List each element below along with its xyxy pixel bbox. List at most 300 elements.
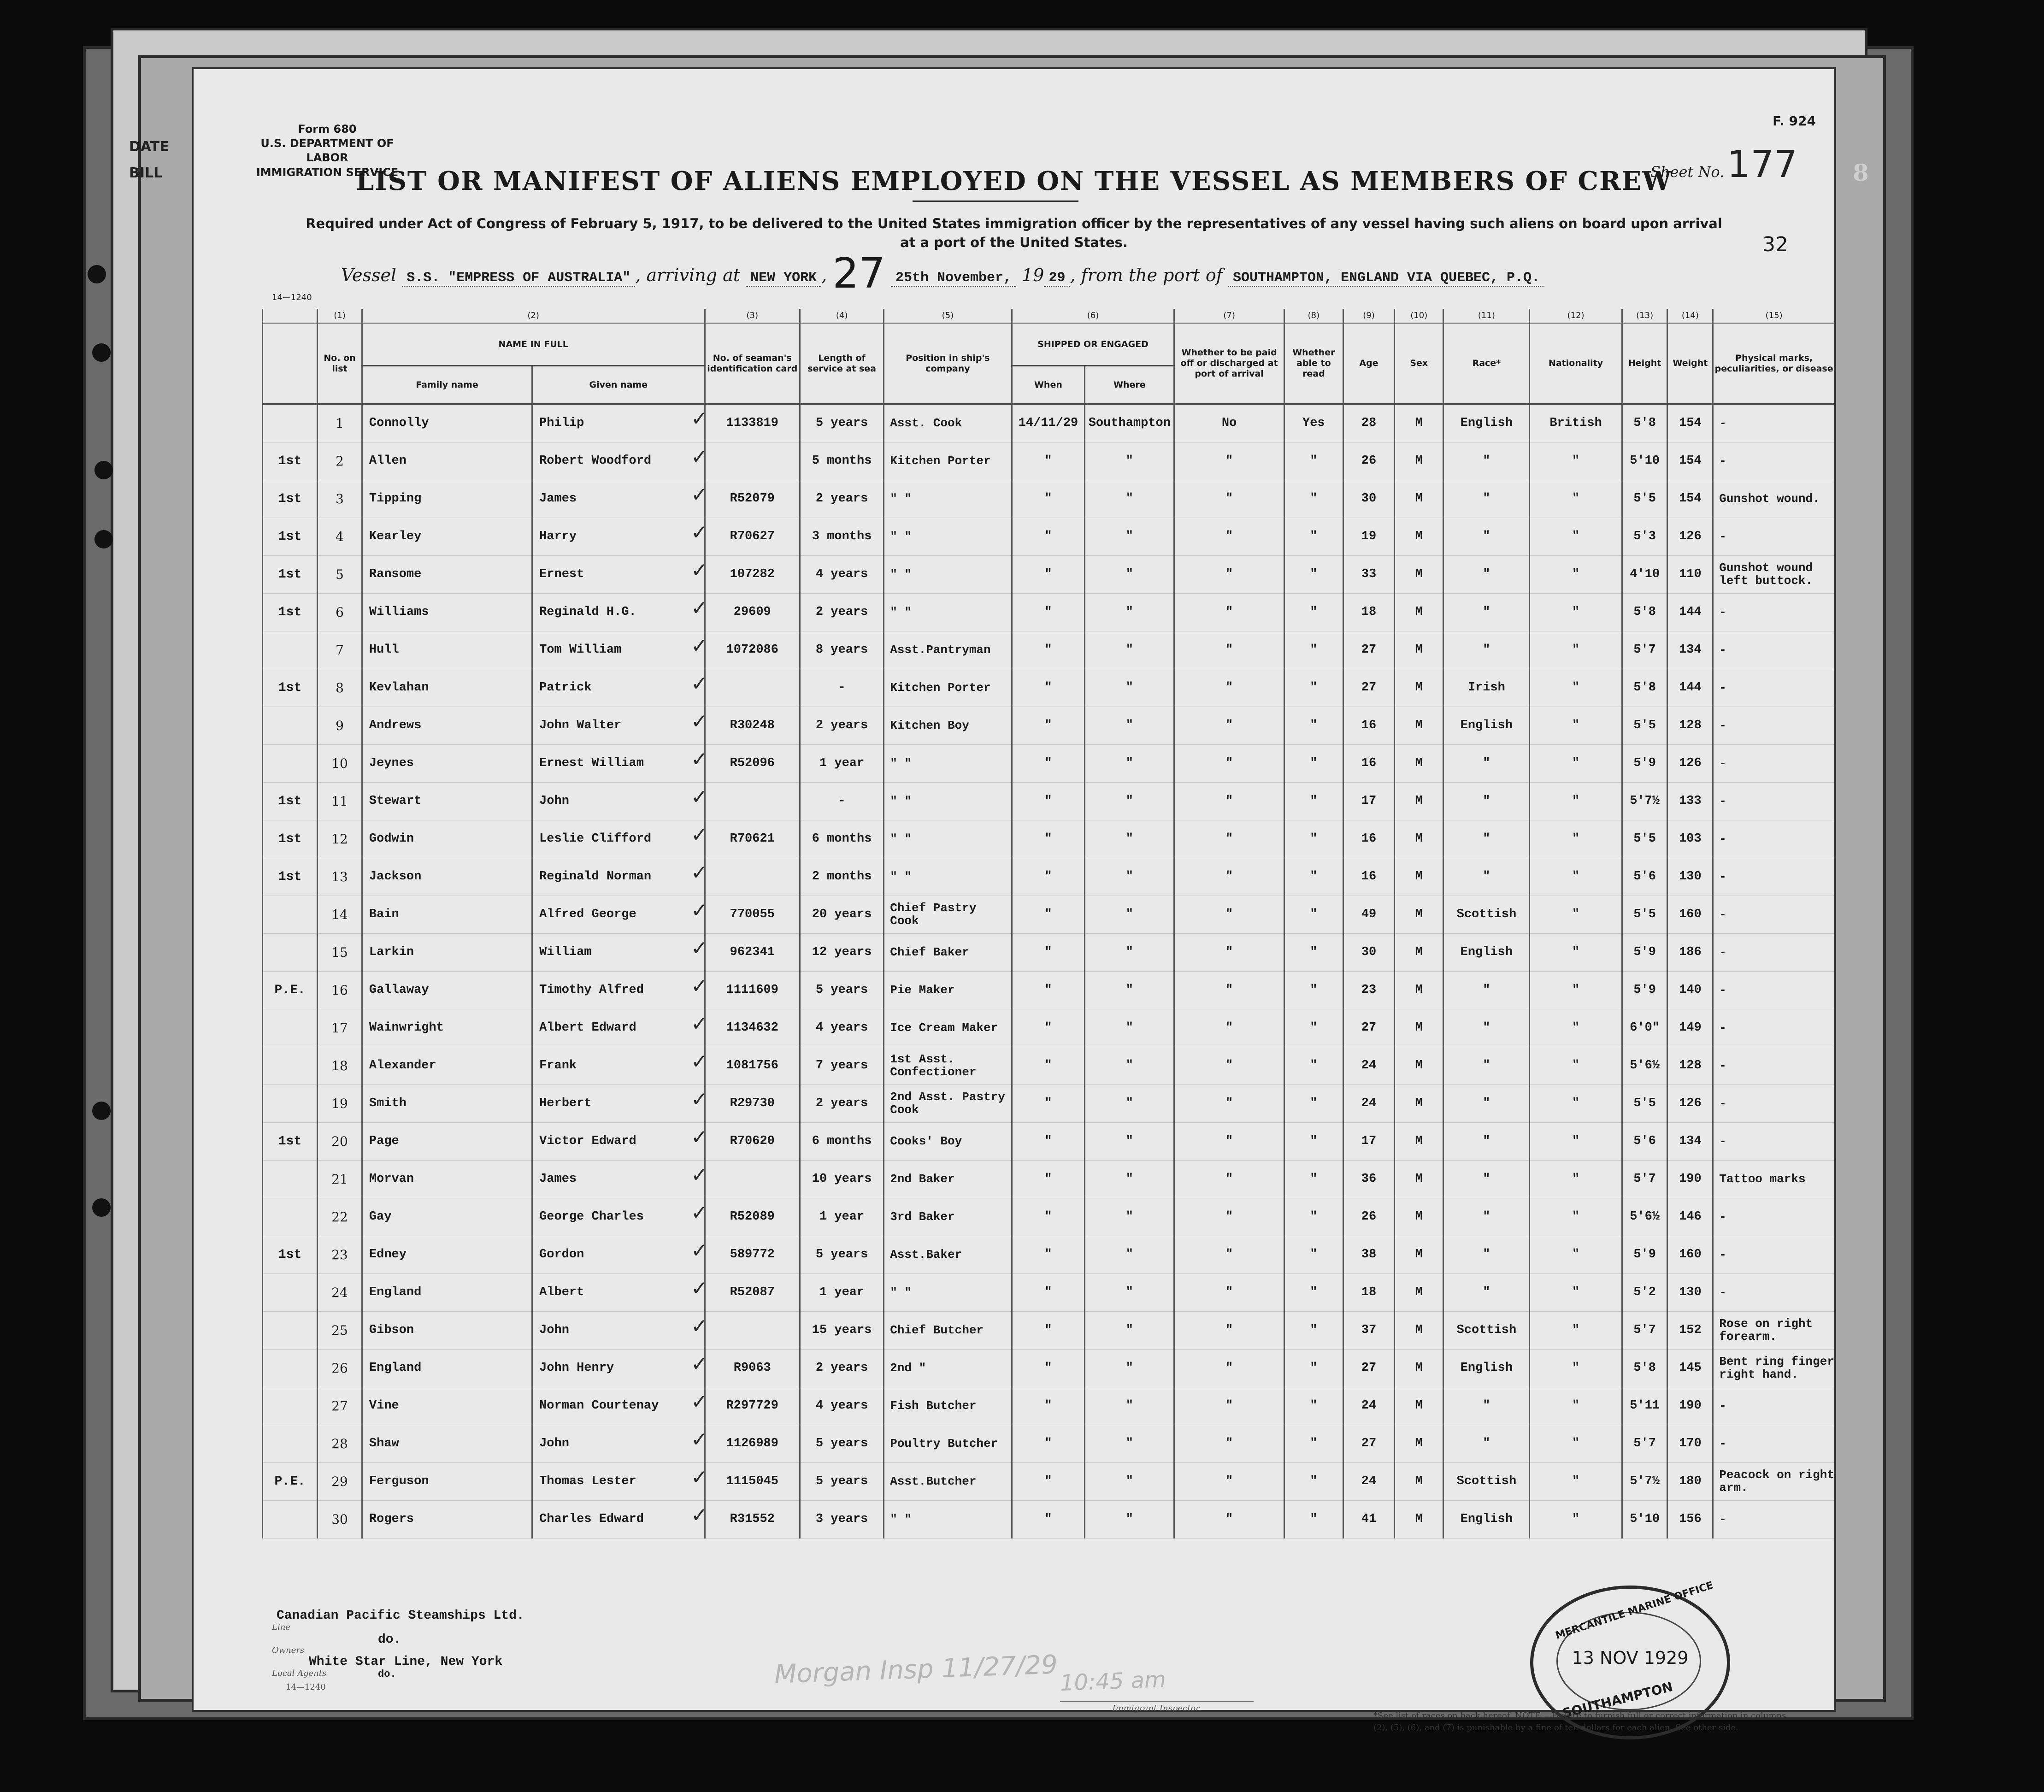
race: English	[1443, 1350, 1530, 1387]
col-family-name: Family name	[362, 366, 532, 404]
able-read: "	[1284, 1463, 1343, 1501]
nationality: "	[1530, 1236, 1622, 1274]
height: 5'8	[1622, 1350, 1667, 1387]
age: 27	[1343, 669, 1394, 707]
height: 5'3	[1622, 518, 1667, 556]
height: 5'11	[1622, 1387, 1667, 1425]
position: Asst.Pantryman	[884, 631, 1012, 669]
binder-hole	[88, 265, 106, 283]
given-name: Albert	[532, 1274, 705, 1312]
race: English	[1443, 707, 1530, 745]
sex: M	[1395, 972, 1443, 1009]
row-mark	[263, 631, 318, 669]
inspection-note: Morgan Insp 11/27/29	[774, 1650, 1058, 1690]
shipped-when: "	[1012, 1425, 1085, 1463]
page-number: 32	[1762, 233, 1788, 256]
physical-marks: -	[1713, 858, 1834, 896]
given-name: Gordon	[532, 1236, 705, 1274]
position: 1st Asst. Confectioner	[884, 1047, 1012, 1085]
able-read: "	[1284, 1009, 1343, 1047]
sex: M	[1395, 480, 1443, 518]
row-mark	[263, 1047, 318, 1085]
family-name: Kearley	[362, 518, 532, 556]
race: "	[1443, 1387, 1530, 1425]
row-number: 22	[318, 1198, 362, 1236]
shipped-where: "	[1085, 1085, 1174, 1123]
physical-marks: -	[1713, 1425, 1834, 1463]
row-mark	[263, 1425, 318, 1463]
id-card: R52089	[705, 1198, 800, 1236]
physical-marks: -	[1713, 783, 1834, 820]
able-read: "	[1284, 1425, 1343, 1463]
paid-off: "	[1174, 1085, 1284, 1123]
id-card: R9063	[705, 1350, 800, 1387]
age: 24	[1343, 1047, 1394, 1085]
id-card: 1134632	[705, 1009, 800, 1047]
family-name: England	[362, 1350, 532, 1387]
height: 5'7½	[1622, 783, 1667, 820]
col-length-service: Length of service at sea	[800, 323, 884, 404]
family-name: England	[362, 1274, 532, 1312]
race: English	[1443, 934, 1530, 972]
check-mark-icon: ✓	[691, 785, 708, 809]
weight: 103	[1667, 820, 1713, 858]
weight: 146	[1667, 1198, 1713, 1236]
row-mark	[263, 934, 318, 972]
row-number: 21	[318, 1161, 362, 1198]
shipped-where: "	[1085, 1198, 1174, 1236]
age: 24	[1343, 1085, 1394, 1123]
physical-marks: -	[1713, 1085, 1834, 1123]
arrival-date: 25th November,	[891, 270, 1016, 287]
age: 27	[1343, 1350, 1394, 1387]
shipped-where: "	[1085, 783, 1174, 820]
check-mark-icon: ✓	[691, 1163, 708, 1187]
nationality: "	[1530, 934, 1622, 972]
row-mark	[263, 1009, 318, 1047]
physical-marks: -	[1713, 896, 1834, 934]
id-card: R70620	[705, 1123, 800, 1161]
able-read: "	[1284, 518, 1343, 556]
length-service: 6 months	[800, 1123, 884, 1161]
physical-marks: -	[1713, 1123, 1834, 1161]
able-read: "	[1284, 1350, 1343, 1387]
weight: 130	[1667, 1274, 1713, 1312]
check-mark-icon: ✓	[691, 1049, 708, 1073]
height: 5'10	[1622, 442, 1667, 480]
check-mark-icon: ✓	[691, 1012, 708, 1036]
crew-table	[262, 309, 1834, 1539]
paid-off: "	[1174, 858, 1284, 896]
sex: M	[1395, 783, 1443, 820]
able-read: "	[1284, 1161, 1343, 1198]
table-row	[263, 1236, 1835, 1274]
shipped-when: "	[1012, 896, 1085, 934]
table-row	[263, 1123, 1835, 1161]
shipped-when: 14/11/29	[1012, 404, 1085, 442]
sex: M	[1395, 820, 1443, 858]
given-name: Philip	[532, 404, 705, 442]
able-read: "	[1284, 820, 1343, 858]
paid-off: "	[1174, 669, 1284, 707]
age: 16	[1343, 858, 1394, 896]
paid-off: "	[1174, 1198, 1284, 1236]
check-mark-icon: ✓	[691, 1503, 708, 1527]
vessel-line: Vessel S.S. "EMPRESS OF AUSTRALIA" , arriving at NEW YORK , 27 25th November, 19 29 , from the port of SOUTHAMPTON, ENGLAND VIA QUEBEC, P.Q.	[341, 265, 1544, 286]
given-name: George Charles	[532, 1198, 705, 1236]
id-card: 1126989	[705, 1425, 800, 1463]
row-mark: 1st	[263, 1123, 318, 1161]
length-service: 5 years	[800, 1236, 884, 1274]
row-mark: 1st	[263, 820, 318, 858]
given-name: Victor Edward	[532, 1123, 705, 1161]
check-mark-icon: ✓	[691, 1087, 708, 1111]
row-number: 18	[318, 1047, 362, 1085]
able-read: "	[1284, 1387, 1343, 1425]
row-number: 2	[318, 442, 362, 480]
sex: M	[1395, 1236, 1443, 1274]
paid-off: No	[1174, 404, 1284, 442]
weight: 110	[1667, 556, 1713, 594]
height: 5'5	[1622, 1085, 1667, 1123]
shipped-when: "	[1012, 1198, 1085, 1236]
family-name: Ransome	[362, 556, 532, 594]
given-name: Harry	[532, 518, 705, 556]
shipped-where: "	[1085, 934, 1174, 972]
length-service: 3 years	[800, 1501, 884, 1539]
given-name: John	[532, 1312, 705, 1350]
physical-marks: -	[1713, 1047, 1834, 1085]
position: " "	[884, 556, 1012, 594]
age: 38	[1343, 1236, 1394, 1274]
height: 6'0"	[1622, 1009, 1667, 1047]
able-read: "	[1284, 1501, 1343, 1539]
paid-off: "	[1174, 1463, 1284, 1501]
position: Kitchen Porter	[884, 442, 1012, 480]
able-read: "	[1284, 707, 1343, 745]
able-read: "	[1284, 1274, 1343, 1312]
shipped-when: "	[1012, 1463, 1085, 1501]
row-number: 5	[318, 556, 362, 594]
shipped-where: "	[1085, 820, 1174, 858]
col-race: Race*	[1443, 323, 1530, 404]
shipped-when: "	[1012, 631, 1085, 669]
row-mark: 1st	[263, 480, 318, 518]
shipped-when: "	[1012, 1501, 1085, 1539]
id-card: R31552	[705, 1501, 800, 1539]
shipped-when: "	[1012, 934, 1085, 972]
footer-owners: do.	[378, 1633, 401, 1647]
age: 24	[1343, 1387, 1394, 1425]
age: 27	[1343, 1425, 1394, 1463]
position: Chief Butcher	[884, 1312, 1012, 1350]
physical-marks: Rose on right forearm.	[1713, 1312, 1834, 1350]
height: 5'9	[1622, 972, 1667, 1009]
crew-rows	[263, 404, 1835, 1539]
able-read: "	[1284, 594, 1343, 631]
weight: 156	[1667, 1501, 1713, 1539]
race: Scottish	[1443, 1463, 1530, 1501]
sex: M	[1395, 896, 1443, 934]
sex: M	[1395, 858, 1443, 896]
position: 2nd Asst. Pastry Cook	[884, 1085, 1012, 1123]
row-mark: 1st	[263, 783, 318, 820]
shipped-where: "	[1085, 1350, 1174, 1387]
paid-off: "	[1174, 1236, 1284, 1274]
arrival-port: NEW YORK	[746, 270, 821, 287]
sex: M	[1395, 1350, 1443, 1387]
age: 28	[1343, 404, 1394, 442]
table-row	[263, 1463, 1835, 1501]
weight: 126	[1667, 518, 1713, 556]
race: "	[1443, 745, 1530, 783]
check-mark-icon: ✓	[691, 483, 708, 507]
nationality: "	[1530, 1274, 1622, 1312]
sex: M	[1395, 594, 1443, 631]
check-mark-icon: ✓	[691, 1390, 708, 1414]
age: 27	[1343, 1009, 1394, 1047]
id-card: R30248	[705, 707, 800, 745]
row-number: 8	[318, 669, 362, 707]
col-id-card: No. of seaman's identification card	[705, 323, 800, 404]
shipped-where: "	[1085, 1463, 1174, 1501]
check-mark-icon: ✓	[691, 407, 708, 430]
check-mark-icon: ✓	[691, 672, 708, 696]
age: 30	[1343, 480, 1394, 518]
nationality: "	[1530, 1085, 1622, 1123]
length-service: 1 year	[800, 1198, 884, 1236]
length-service: 20 years	[800, 896, 884, 934]
given-name: Charles Edward	[532, 1501, 705, 1539]
id-card: R297729	[705, 1387, 800, 1425]
length-service: 4 years	[800, 556, 884, 594]
given-name: Alfred George	[532, 896, 705, 934]
race: "	[1443, 1425, 1530, 1463]
col-able-read: Whether able to read	[1284, 323, 1343, 404]
family-name: Vine	[362, 1387, 532, 1425]
nationality: "	[1530, 442, 1622, 480]
paid-off: "	[1174, 1274, 1284, 1312]
form-header: Form 680 U.S. DEPARTMENT OF LABOR IMMIGRATION SERVICE	[256, 123, 399, 179]
paid-off: "	[1174, 1009, 1284, 1047]
table-row	[263, 556, 1835, 594]
paid-off: "	[1174, 1387, 1284, 1425]
row-mark: 1st	[263, 858, 318, 896]
length-service: 5 months	[800, 442, 884, 480]
col-physical-marks: Physical marks, peculiarities, or disease	[1713, 323, 1834, 404]
table-row	[263, 707, 1835, 745]
race: "	[1443, 1047, 1530, 1085]
id-card: 1081756	[705, 1047, 800, 1085]
length-service: 6 months	[800, 820, 884, 858]
nationality: "	[1530, 556, 1622, 594]
check-mark-icon: ✓	[691, 1465, 708, 1489]
shipped-when: "	[1012, 442, 1085, 480]
given-name: Patrick	[532, 669, 705, 707]
family-name: Tipping	[362, 480, 532, 518]
paid-off: "	[1174, 1123, 1284, 1161]
paid-off: "	[1174, 1350, 1284, 1387]
family-name: Alexander	[362, 1047, 532, 1085]
shipped-where: "	[1085, 1425, 1174, 1463]
age: 27	[1343, 631, 1394, 669]
race: "	[1443, 1161, 1530, 1198]
race: "	[1443, 783, 1530, 820]
nationality: "	[1530, 1047, 1622, 1085]
id-card: 1072086	[705, 631, 800, 669]
weight: 126	[1667, 1085, 1713, 1123]
weight: 186	[1667, 934, 1713, 972]
id-card	[705, 783, 800, 820]
binder-hole	[94, 461, 113, 479]
shipped-where: "	[1085, 631, 1174, 669]
height: 5'6	[1622, 858, 1667, 896]
check-mark-icon: ✓	[691, 1201, 708, 1225]
weight: 190	[1667, 1387, 1713, 1425]
table-row	[263, 1312, 1835, 1350]
race: "	[1443, 631, 1530, 669]
height: 5'9	[1622, 1236, 1667, 1274]
table-row	[263, 480, 1835, 518]
col-nationality: Nationality	[1530, 323, 1622, 404]
sex: M	[1395, 1123, 1443, 1161]
paid-off: "	[1174, 820, 1284, 858]
able-read: "	[1284, 896, 1343, 934]
row-number: 11	[318, 783, 362, 820]
row-number: 30	[318, 1501, 362, 1539]
id-card: R70627	[705, 518, 800, 556]
race: English	[1443, 1501, 1530, 1539]
race: "	[1443, 1123, 1530, 1161]
physical-marks: Bent ring finger right hand.	[1713, 1350, 1834, 1387]
able-read: "	[1284, 1085, 1343, 1123]
row-mark	[263, 1161, 318, 1198]
shipped-when: "	[1012, 1161, 1085, 1198]
arrival-year: 29	[1044, 270, 1070, 287]
able-read: "	[1284, 1198, 1343, 1236]
nationality: "	[1530, 1501, 1622, 1539]
row-mark: 1st	[263, 518, 318, 556]
row-mark	[263, 745, 318, 783]
family-name: Shaw	[362, 1425, 532, 1463]
weight: 149	[1667, 1009, 1713, 1047]
table-row	[263, 594, 1835, 631]
row-number: 15	[318, 934, 362, 972]
paid-off: "	[1174, 896, 1284, 934]
nationality: "	[1530, 1312, 1622, 1350]
age: 18	[1343, 594, 1394, 631]
col-shipped: SHIPPED OR ENGAGED	[1012, 323, 1174, 366]
table-row	[263, 1425, 1835, 1463]
binder-hole	[92, 1198, 111, 1217]
nationality: "	[1530, 669, 1622, 707]
shipped-where: "	[1085, 858, 1174, 896]
nationality: "	[1530, 820, 1622, 858]
age: 16	[1343, 707, 1394, 745]
row-mark	[263, 896, 318, 934]
family-name: Connolly	[362, 404, 532, 442]
id-card	[705, 669, 800, 707]
sex: M	[1395, 631, 1443, 669]
height: 5'9	[1622, 934, 1667, 972]
paid-off: "	[1174, 1501, 1284, 1539]
table-row	[263, 1501, 1835, 1539]
paid-off: "	[1174, 972, 1284, 1009]
id-card	[705, 858, 800, 896]
weight: 180	[1667, 1463, 1713, 1501]
height: 4'10	[1622, 556, 1667, 594]
row-mark: 1st	[263, 594, 318, 631]
shipped-where: "	[1085, 594, 1174, 631]
shipped-where: "	[1085, 1161, 1174, 1198]
age: 26	[1343, 1198, 1394, 1236]
row-mark: 1st	[263, 442, 318, 480]
sex: M	[1395, 1009, 1443, 1047]
row-number: 10	[318, 745, 362, 783]
physical-marks: -	[1713, 442, 1834, 480]
nationality: "	[1530, 1161, 1622, 1198]
able-read: "	[1284, 1312, 1343, 1350]
physical-marks: Gunshot wound left buttock.	[1713, 556, 1834, 594]
id-card: R52096	[705, 745, 800, 783]
race: "	[1443, 1274, 1530, 1312]
physical-marks: -	[1713, 972, 1834, 1009]
row-mark	[263, 1387, 318, 1425]
physical-marks: Gunshot wound.	[1713, 480, 1834, 518]
row-number: 17	[318, 1009, 362, 1047]
shipped-where: "	[1085, 745, 1174, 783]
row-number: 28	[318, 1425, 362, 1463]
age: 26	[1343, 442, 1394, 480]
length-service: 12 years	[800, 934, 884, 972]
weight: 133	[1667, 783, 1713, 820]
able-read: "	[1284, 858, 1343, 896]
shipped-when: "	[1012, 1312, 1085, 1350]
race: "	[1443, 442, 1530, 480]
id-card: R52087	[705, 1274, 800, 1312]
sex: M	[1395, 1047, 1443, 1085]
weight: 152	[1667, 1312, 1713, 1350]
stamp-date: 13 NOV 1929	[1572, 1648, 1689, 1668]
id-card: R52079	[705, 480, 800, 518]
length-service: 2 years	[800, 480, 884, 518]
length-service: 2 years	[800, 1085, 884, 1123]
able-read: "	[1284, 1047, 1343, 1085]
shipped-where: "	[1085, 1236, 1174, 1274]
shipped-where: "	[1085, 1047, 1174, 1085]
weight: 126	[1667, 745, 1713, 783]
weight: 145	[1667, 1350, 1713, 1387]
nationality: "	[1530, 1009, 1622, 1047]
physical-marks: -	[1713, 934, 1834, 972]
footer-agents: White Star Line, New York	[309, 1655, 503, 1669]
able-read: "	[1284, 745, 1343, 783]
age: 24	[1343, 1463, 1394, 1501]
given-name: John Walter	[532, 707, 705, 745]
physical-marks: -	[1713, 669, 1834, 707]
height: 5'8	[1622, 594, 1667, 631]
position: " "	[884, 1274, 1012, 1312]
col-given-name: Given name	[532, 366, 705, 404]
nationality: "	[1530, 480, 1622, 518]
check-mark-icon: ✓	[691, 861, 708, 884]
nationality: "	[1530, 1463, 1622, 1501]
family-name: Wainwright	[362, 1009, 532, 1047]
row-number: 23	[318, 1236, 362, 1274]
nationality: "	[1530, 896, 1622, 934]
table-row	[263, 442, 1835, 480]
shipped-when: "	[1012, 1047, 1085, 1085]
